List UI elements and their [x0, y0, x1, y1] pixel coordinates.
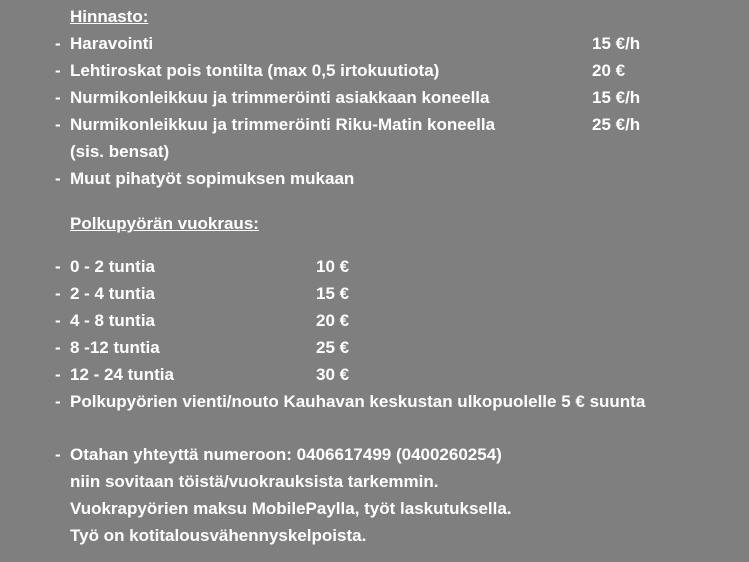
item-continuation: (sis. bensat) [70, 142, 170, 161]
bullet: - [55, 311, 61, 330]
rental-price: 15 € [316, 284, 350, 303]
item-label: Lehtiroskat pois tontilta (max 0,5 irtokuutiota) [70, 61, 440, 80]
rental-duration: 8 -12 tuntia [70, 338, 160, 357]
price-list-heading: Hinnasto: [70, 7, 149, 26]
bullet: - [55, 34, 61, 53]
delivery-text: Polkupyörien vienti/nouto Kauhavan keskustan ulkopuolelle 5 € suunta [70, 392, 646, 411]
item-price: 15 €/h [592, 88, 641, 107]
rental-price: 25 € [316, 338, 350, 357]
item-price: 25 €/h [592, 115, 641, 134]
rental-price: 30 € [316, 365, 350, 384]
rental-duration: 12 - 24 tuntia [70, 365, 174, 384]
other-work-text: Muut pihatyöt sopimuksen mukaan [70, 169, 355, 188]
bike-rental-heading: Polkupyörän vuokraus: [70, 214, 259, 233]
item-label: Nurmikonleikkuu ja trimmeröinti asiakkaan koneella [70, 88, 490, 107]
bullet: - [55, 338, 61, 357]
item-price: 15 €/h [592, 34, 641, 53]
bullet: - [55, 61, 61, 80]
rental-duration: 4 - 8 tuntia [70, 311, 156, 330]
bullet: - [55, 284, 61, 303]
rental-price: 10 € [316, 257, 350, 276]
bullet: - [55, 115, 61, 134]
item-price: 20 € [592, 61, 626, 80]
rental-duration: 0 - 2 tuntia [70, 257, 156, 276]
rental-price: 20 € [316, 311, 350, 330]
tax-deduction-text: Työ on kotitalousvähennyskelpoista. [70, 526, 367, 545]
rental-duration: 2 - 4 tuntia [70, 284, 156, 303]
bullet: - [55, 392, 61, 411]
bullet: - [55, 445, 61, 464]
payment-text: Vuokrapyörien maksu MobilePaylla, työt laskutuksella. [70, 499, 512, 518]
contact-phone-text: Otahan yhteyttä numeroon: 0406617499 (0400260254) [70, 445, 502, 464]
bullet: - [55, 257, 61, 276]
bullet: - [55, 88, 61, 107]
bullet: - [55, 365, 61, 384]
item-label: Haravointi [70, 34, 154, 53]
bullet: - [55, 169, 61, 188]
item-label: Nurmikonleikkuu ja trimmeröinti Riku-Matin koneella [70, 115, 496, 134]
contact-text: niin sovitaan töistä/vuokrauksista tarkemmin. [70, 472, 439, 491]
